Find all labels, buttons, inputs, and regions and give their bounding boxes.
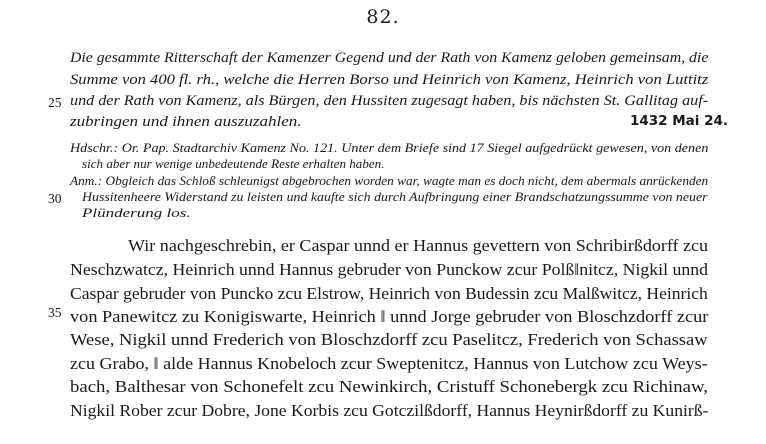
regest-line: und der Rath von Kamenz, als Bürgen, den Hussiten zugesagt haben, bis nächsten St. Gallitag auf-	[70, 93, 709, 109]
line-number: 35	[48, 305, 62, 320]
regest-line: Summe von 400 fl. rh., welche die Herren Borso und Heinrich von Kamenz, Heinrich von Luttitz	[70, 72, 709, 88]
body-line: Neschzwatcz, Heinrich unnd Hannus gebruder von Punckow zcur Polß‖nitcz, Nigkil unnd	[70, 260, 708, 279]
hdschr-note-line: sich aber nur wenige unbedeutende Reste erhalten haben.	[82, 157, 385, 171]
body-line: bach, Balthesar von Schonefelt zcu Newinkirch, Cristuff Schonebergk zcu Richinaw,	[70, 377, 708, 396]
body-line: Wese, Nigkil unnd Frederich von Bloschzdorff zcu Paselitcz, Frederich von Schassaw	[70, 330, 708, 349]
regest-line: Die gesammte Ritterschaft der Kamenzer Gegend und der Rath von Kamenz geloben gemeinsam, die	[70, 50, 709, 66]
hdschr-label: Hdschr.:	[70, 141, 119, 155]
regest-line: zubringen und ihnen auszuzahlen.	[70, 114, 302, 130]
line-number: 25	[48, 95, 62, 110]
body-line: Nigkil Rober zcur Dobre, Jone Korbis zcu Gotczilßdorff, Hannus Heynirßdorff zu Kunirß-	[70, 401, 709, 420]
anm-note-line: Hussitenheere Widerstand zu leisten und kaufte sich durch Aufbringung einer Brandschatzungssumme von neuer	[82, 190, 708, 204]
anm-label: Anm.:	[70, 174, 103, 188]
body-line: Wir nachgeschrebin, er Caspar unnd er Hannus gevettern von Schribirßdorff zcu	[128, 236, 709, 255]
line-number: 30	[48, 191, 62, 206]
body-line: von Panewitcz zu Konigiswarte, Heinrich ‖ unnd Jorge gebruder von Bloschzdorff zcur	[70, 307, 709, 326]
hdschr-text: Or. Pap. Stadtarchiv Kamenz No. 121. Unter dem Briefe sind 17 Siegel aufgedrückt gewesen, von denen	[121, 141, 709, 155]
body-line: zcu Grabo, ‖ alde Hannus Knobeloch zcur Sweptenitcz, Hannus von Lutchow zcu Weys-	[70, 354, 708, 373]
regest-date: 1432 Mai 24.	[629, 113, 728, 129]
hdschr-note-line	[70, 141, 708, 156]
anm-note-line: Plünderung los.	[82, 206, 191, 220]
body-line: Caspar gebruder von Puncko zcu Elstrow, Heinrich von Budessin zcu Malßwitcz, Heinrich	[70, 284, 708, 303]
anm-text: Obgleich das Schloß schleunigst abgebrochen worden war, wagte man es doch nicht, dem abermals anrückenden	[105, 174, 709, 188]
page-number: 82.	[366, 6, 400, 28]
anm-note-line	[70, 174, 708, 189]
